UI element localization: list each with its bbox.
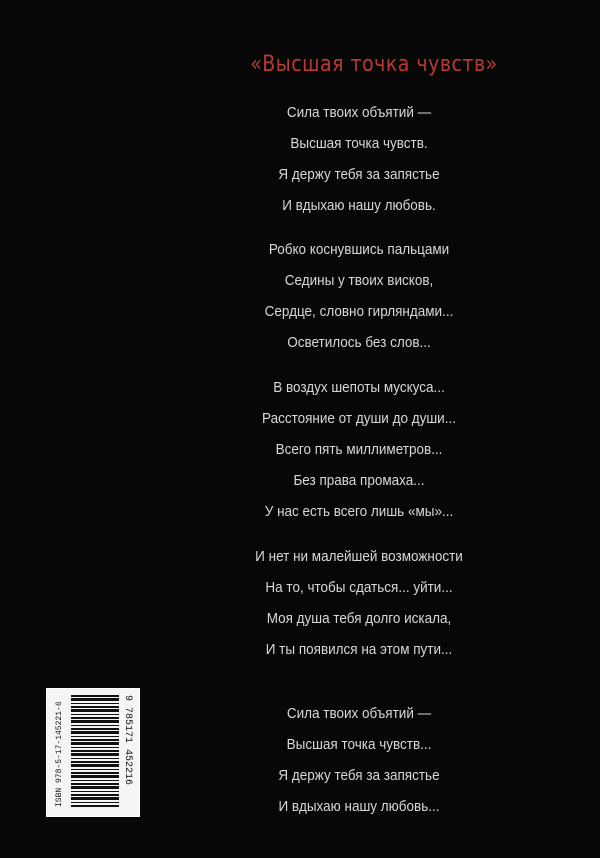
stanza-4: [224, 541, 494, 665]
isbn-barcode: [46, 688, 140, 817]
poem-line: Робко коснувшись пальцами: [268, 241, 450, 258]
barcode-bars: [71, 695, 119, 807]
poem-line: Всего пять миллиметров...: [275, 441, 443, 458]
poem-line: В воздух шепоты мускуса...: [273, 379, 445, 396]
poem-line: И вдыхаю нашу любовь.: [282, 197, 436, 214]
stanza-5: [224, 698, 494, 822]
poem-line: Без права промаха...: [293, 472, 425, 489]
barcode-content: [55, 695, 133, 807]
poem-line: Моя душа тебя долго искала,: [266, 610, 452, 627]
isbn-label: ISBN 978-5-17-145221-6: [55, 701, 64, 807]
poem-line: Я держу тебя за запястье: [278, 166, 440, 183]
poem-line: Седины у твоих висков,: [284, 272, 434, 289]
poem-line: Расстояние от души до души...: [262, 410, 456, 427]
poem-line: Высшая точка чувств.: [290, 135, 428, 152]
poem-line: Осветилось без слов...: [287, 334, 431, 351]
barcode-digits: 9 785171 452216: [122, 695, 133, 786]
stanza-3: [224, 372, 494, 527]
poem-title: «Высшая точка чувств»: [250, 52, 498, 77]
poem-line: И нет ни малейшей возможности: [255, 548, 463, 565]
stanza-1: [224, 97, 494, 221]
poem-line: И ты появился на этом пути...: [265, 641, 453, 658]
poem-line: И вдыхаю нашу любовь...: [278, 798, 440, 815]
poem-line: На то, чтобы сдаться... уйти...: [265, 579, 453, 596]
stanza-2: [224, 234, 494, 358]
poem-line: Высшая точка чувств...: [286, 736, 432, 753]
poem-line: Я держу тебя за запястье: [278, 767, 440, 784]
poem-line: У нас есть всего лишь «мы»...: [264, 503, 454, 520]
poem-line: Сила твоих объятий —: [286, 705, 432, 722]
poem-line: Сила твоих объятий —: [286, 104, 432, 121]
poem-line: Сердце, словно гирляндами...: [264, 303, 454, 320]
